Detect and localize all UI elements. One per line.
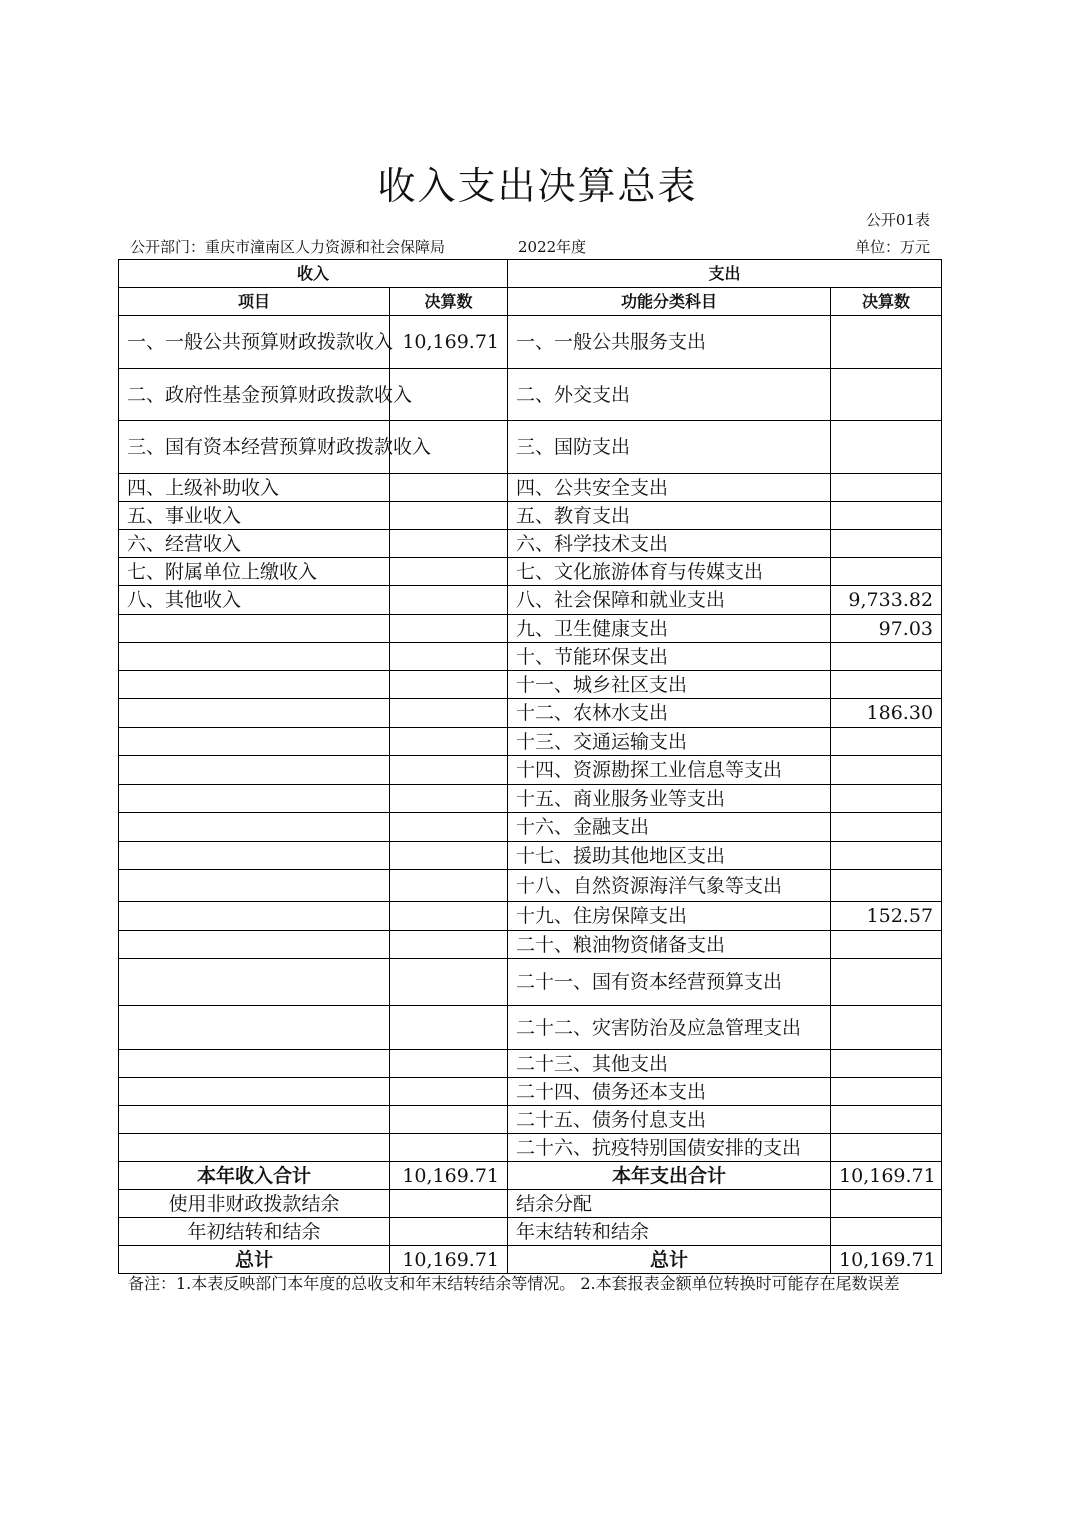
surplus-distribution-label: 结余分配 bbox=[508, 1190, 831, 1218]
table-row bbox=[119, 902, 942, 931]
expense-amount-cell bbox=[831, 369, 942, 421]
beginning-carryover-value bbox=[390, 1218, 508, 1246]
expense-item-cell: 十、节能环保支出 bbox=[508, 643, 831, 671]
income-amount-cell bbox=[390, 842, 508, 870]
ending-carryover-label: 年末结转和结余 bbox=[508, 1218, 831, 1246]
grand-total-income: 10,169.71 bbox=[390, 1246, 508, 1274]
non-fiscal-surplus-value bbox=[390, 1190, 508, 1218]
table-row bbox=[119, 870, 942, 902]
ending-carryover-value bbox=[831, 1218, 942, 1246]
expense-amount-cell: 9,733.82 bbox=[831, 586, 942, 615]
expense-item-cell: 十八、自然资源海洋气象等支出 bbox=[508, 870, 831, 902]
year-label: 2022年度 bbox=[518, 238, 587, 256]
expense-amount-cell bbox=[831, 756, 942, 785]
expense-total-label: 本年支出合计 bbox=[508, 1162, 831, 1190]
income-item-cell: 三、国有资本经营预算财政拨款收入 bbox=[119, 421, 390, 474]
form-number: 公开01表 bbox=[865, 211, 930, 229]
expense-item-cell: 十三、交通运输支出 bbox=[508, 728, 831, 756]
income-amount-cell bbox=[390, 502, 508, 530]
table-row bbox=[119, 530, 942, 558]
expense-item-cell: 二十一、国有资本经营预算支出 bbox=[508, 959, 831, 1006]
expense-item-cell: 一、一般公共服务支出 bbox=[508, 316, 831, 369]
income-amount-cell bbox=[390, 785, 508, 813]
expense-item-cell: 十七、援助其他地区支出 bbox=[508, 842, 831, 870]
income-item-cell bbox=[119, 785, 390, 813]
income-amount-cell bbox=[390, 756, 508, 785]
expense-amount-cell bbox=[831, 558, 942, 586]
table-row bbox=[119, 959, 942, 1006]
function-class-column-header: 功能分类科目 bbox=[508, 288, 831, 316]
expense-item-cell: 二、外交支出 bbox=[508, 369, 831, 421]
table-row bbox=[119, 1050, 942, 1078]
income-item-cell bbox=[119, 959, 390, 1006]
expense-item-cell: 七、文化旅游体育与传媒支出 bbox=[508, 558, 831, 586]
income-amount-cell bbox=[390, 615, 508, 643]
expense-item-cell: 五、教育支出 bbox=[508, 502, 831, 530]
income-item-cell bbox=[119, 615, 390, 643]
expense-item-cell: 二十、粮油物资储备支出 bbox=[508, 931, 831, 959]
table-row bbox=[119, 671, 942, 699]
grand-total-label: 总计 bbox=[119, 1246, 390, 1274]
expense-item-cell: 三、国防支出 bbox=[508, 421, 831, 474]
table-row bbox=[119, 1006, 942, 1050]
income-amount-cell bbox=[390, 1078, 508, 1106]
table-body bbox=[119, 316, 942, 1162]
table-row bbox=[119, 369, 942, 421]
income-item-cell bbox=[119, 643, 390, 671]
surplus-distribution-value bbox=[831, 1190, 942, 1218]
table-row bbox=[119, 1106, 942, 1134]
income-item-cell: 七、附属单位上缴收入 bbox=[119, 558, 390, 586]
amount-column-header: 决算数 bbox=[831, 288, 942, 316]
expense-amount-cell bbox=[831, 1106, 942, 1134]
table-row bbox=[119, 615, 942, 643]
table-row bbox=[119, 502, 942, 530]
income-item-cell bbox=[119, 902, 390, 931]
expense-amount-cell bbox=[831, 813, 942, 842]
table-row bbox=[119, 756, 942, 785]
income-item-cell bbox=[119, 671, 390, 699]
income-header: 收入 bbox=[119, 260, 508, 288]
income-item-cell bbox=[119, 813, 390, 842]
income-total-label: 本年收入合计 bbox=[119, 1162, 390, 1190]
expense-item-cell: 六、科学技术支出 bbox=[508, 530, 831, 558]
income-item-cell: 六、经营收入 bbox=[119, 530, 390, 558]
table-row bbox=[119, 699, 942, 728]
expense-amount-cell bbox=[831, 1134, 942, 1162]
expense-amount-cell bbox=[831, 959, 942, 1006]
expense-total-value: 10,169.71 bbox=[831, 1162, 942, 1190]
income-item-cell: 二、政府性基金预算财政拨款收入 bbox=[119, 369, 390, 421]
income-amount-cell: 10,169.71 bbox=[390, 316, 508, 369]
expense-amount-cell bbox=[831, 785, 942, 813]
income-item-cell bbox=[119, 728, 390, 756]
income-item-cell bbox=[119, 1006, 390, 1050]
expense-amount-cell bbox=[831, 842, 942, 870]
income-amount-cell bbox=[390, 1050, 508, 1078]
beginning-carryover-label: 年初结转和结余 bbox=[119, 1218, 390, 1246]
table-row bbox=[119, 785, 942, 813]
expense-item-cell: 十二、农林水支出 bbox=[508, 699, 831, 728]
income-amount-cell bbox=[390, 671, 508, 699]
expense-amount-cell bbox=[831, 643, 942, 671]
expense-amount-cell bbox=[831, 530, 942, 558]
income-item-cell bbox=[119, 931, 390, 959]
table-row bbox=[119, 728, 942, 756]
income-amount-cell bbox=[390, 870, 508, 902]
income-item-cell bbox=[119, 756, 390, 785]
expense-item-cell: 二十四、债务还本支出 bbox=[508, 1078, 831, 1106]
income-amount-cell bbox=[390, 586, 508, 615]
expense-item-cell: 十一、城乡社区支出 bbox=[508, 671, 831, 699]
expense-item-cell: 十四、资源勘探工业信息等支出 bbox=[508, 756, 831, 785]
expense-amount-cell bbox=[831, 316, 942, 369]
unit-label: 单位：万元 bbox=[854, 238, 930, 256]
expense-amount-cell bbox=[831, 728, 942, 756]
expense-amount-cell bbox=[831, 1050, 942, 1078]
department-label: 公开部门：重庆市潼南区人力资源和社会保障局 bbox=[130, 238, 446, 256]
expense-amount-cell: 152.57 bbox=[831, 902, 942, 931]
page-title: 收入支出决算总表 bbox=[377, 164, 698, 208]
income-amount-cell bbox=[390, 558, 508, 586]
table-row bbox=[119, 421, 942, 474]
table-row bbox=[119, 474, 942, 502]
expense-item-cell: 四、公共安全支出 bbox=[508, 474, 831, 502]
table-row bbox=[119, 586, 942, 615]
expense-item-cell: 二十六、抗疫特别国债安排的支出 bbox=[508, 1134, 831, 1162]
expense-amount-cell bbox=[831, 474, 942, 502]
amount-column-header: 决算数 bbox=[390, 288, 508, 316]
expense-item-cell: 九、卫生健康支出 bbox=[508, 615, 831, 643]
expense-item-cell: 十九、住房保障支出 bbox=[508, 902, 831, 931]
income-amount-cell bbox=[390, 643, 508, 671]
income-item-cell bbox=[119, 1078, 390, 1106]
income-item-cell bbox=[119, 870, 390, 902]
expense-amount-cell bbox=[831, 421, 942, 474]
budget-table bbox=[118, 259, 942, 1274]
expense-item-cell: 八、社会保障和就业支出 bbox=[508, 586, 831, 615]
table-row bbox=[119, 813, 942, 842]
expense-amount-cell bbox=[831, 1078, 942, 1106]
grand-total-label: 总计 bbox=[508, 1246, 831, 1274]
expense-item-cell: 十五、商业服务业等支出 bbox=[508, 785, 831, 813]
income-amount-cell bbox=[390, 474, 508, 502]
table-row bbox=[119, 931, 942, 959]
expense-item-cell: 十六、金融支出 bbox=[508, 813, 831, 842]
expense-header: 支出 bbox=[508, 260, 942, 288]
table-row bbox=[119, 842, 942, 870]
income-item-cell: 八、其他收入 bbox=[119, 586, 390, 615]
expense-amount-cell bbox=[831, 870, 942, 902]
table-row bbox=[119, 1134, 942, 1162]
table-row bbox=[119, 558, 942, 586]
income-amount-cell bbox=[390, 1006, 508, 1050]
income-amount-cell bbox=[390, 1106, 508, 1134]
expense-amount-cell bbox=[831, 502, 942, 530]
table-row bbox=[119, 1078, 942, 1106]
income-amount-cell bbox=[390, 699, 508, 728]
expense-amount-cell bbox=[831, 671, 942, 699]
expense-amount-cell bbox=[831, 931, 942, 959]
income-item-cell bbox=[119, 842, 390, 870]
income-item-cell bbox=[119, 1106, 390, 1134]
income-amount-cell bbox=[390, 959, 508, 1006]
income-item-cell bbox=[119, 699, 390, 728]
income-amount-cell bbox=[390, 902, 508, 931]
grand-total-expense: 10,169.71 bbox=[831, 1246, 942, 1274]
income-item-cell: 四、上级补助收入 bbox=[119, 474, 390, 502]
income-amount-cell bbox=[390, 530, 508, 558]
expense-item-cell: 二十三、其他支出 bbox=[508, 1050, 831, 1078]
income-amount-cell bbox=[390, 1134, 508, 1162]
item-column-header: 项目 bbox=[119, 288, 390, 316]
expense-amount-cell bbox=[831, 1006, 942, 1050]
income-amount-cell bbox=[390, 813, 508, 842]
table-row bbox=[119, 643, 942, 671]
expense-item-cell: 二十五、债务付息支出 bbox=[508, 1106, 831, 1134]
income-item-cell: 一、一般公共预算财政拨款收入 bbox=[119, 316, 390, 369]
income-item-cell: 五、事业收入 bbox=[119, 502, 390, 530]
income-amount-cell bbox=[390, 728, 508, 756]
expense-item-cell: 二十二、灾害防治及应急管理支出 bbox=[508, 1006, 831, 1050]
income-amount-cell bbox=[390, 931, 508, 959]
table-row bbox=[119, 316, 942, 369]
non-fiscal-surplus-label: 使用非财政拨款结余 bbox=[119, 1190, 390, 1218]
income-item-cell bbox=[119, 1134, 390, 1162]
footnote: 备注：1.本表反映部门本年度的总收支和年末结转结余等情况。 2.本套报表金额单位转换时可能存在尾数误差 bbox=[128, 1274, 900, 1293]
expense-amount-cell: 97.03 bbox=[831, 615, 942, 643]
income-item-cell bbox=[119, 1050, 390, 1078]
expense-amount-cell: 186.30 bbox=[831, 699, 942, 728]
income-total-value: 10,169.71 bbox=[390, 1162, 508, 1190]
